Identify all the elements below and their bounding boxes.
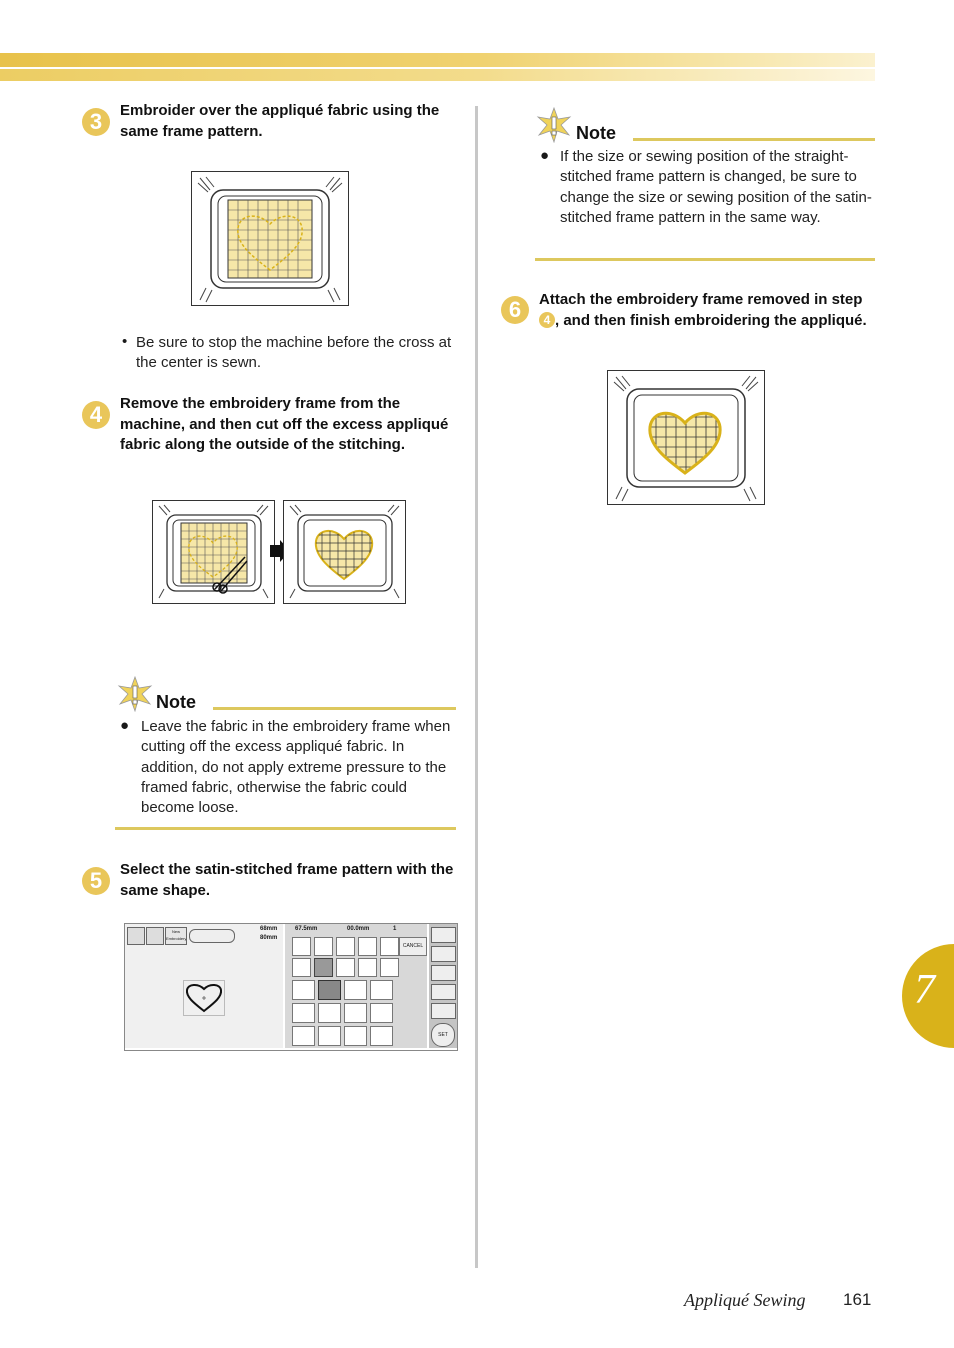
heart-pattern-button[interactable]	[370, 980, 393, 1000]
step-3-bullet-text: Be sure to stop the machine before the cross at the center is sewn.	[136, 334, 452, 372]
shape-diamond-button[interactable]	[336, 937, 355, 956]
header-stripe-top	[0, 53, 875, 67]
note-1-header-rule	[213, 707, 456, 710]
screen-heart-rows	[292, 980, 393, 1046]
screen-shape-row-1	[292, 937, 399, 956]
heart-pattern-button-selected[interactable]	[318, 980, 341, 1000]
heart-pattern-button[interactable]	[344, 980, 367, 1000]
heart-pattern-button[interactable]	[318, 1026, 341, 1046]
screen-side-button[interactable]	[431, 984, 456, 1000]
step-5-number: 5	[82, 867, 110, 895]
note-1-bullet: ●	[120, 717, 130, 734]
note-1-text: Leave the fabric in the embroidery frame when cutting off the excess appliqué fabric. In addition, do not apply extreme pressure to the framed fabric, otherwise the fabric could become loose.	[141, 718, 451, 817]
step-5-title: Select the satin-stitched frame pattern with the same shape.	[120, 861, 454, 899]
header-stripe-bottom	[0, 69, 875, 81]
note-2-footer-rule	[535, 258, 875, 261]
shape-tall-button[interactable]	[380, 958, 399, 977]
screen-icon-button[interactable]	[127, 927, 145, 945]
column-divider	[475, 106, 478, 1268]
note-1-footer-rule	[115, 827, 456, 830]
screen-size-height: 80mm	[260, 935, 278, 941]
shape-heart-button-selected[interactable]	[314, 958, 333, 977]
figure-frame-embroider	[191, 171, 349, 306]
set-button[interactable]: SET	[431, 1023, 455, 1047]
screen-side-button[interactable]	[431, 927, 456, 943]
heart-pattern-button[interactable]	[318, 1003, 341, 1023]
screen-icon-button[interactable]	[146, 927, 164, 945]
heart-pattern-button[interactable]	[292, 980, 315, 1000]
step-6-number: 6	[501, 296, 529, 324]
cancel-button[interactable]: CANCEL	[399, 937, 427, 956]
screen-side-button[interactable]	[431, 965, 456, 981]
shape-square-button[interactable]	[314, 937, 333, 956]
screen-pattern-preview	[183, 980, 225, 1016]
new-embroidery-button[interactable]: New Embroidery	[165, 927, 187, 945]
shape-badge-button[interactable]	[358, 958, 377, 977]
shape-circle-button[interactable]	[292, 937, 311, 956]
note-1-label: Note	[156, 692, 196, 712]
machine-screen	[124, 923, 458, 1051]
screen-count-value: 1	[393, 926, 397, 932]
shape-round-button[interactable]	[336, 958, 355, 977]
step-3-number: 3	[82, 108, 110, 136]
screen-shape-row-2	[292, 958, 399, 977]
step-4-title: Remove the embroidery frame from the machine, and then cut off the excess appliqué fabric along the outside of the stitching.	[120, 395, 449, 453]
chapter-number: 7	[914, 967, 935, 1013]
shape-shield-button[interactable]	[292, 958, 311, 977]
heart-pattern-button[interactable]	[344, 1003, 367, 1023]
figure-frame-finished	[607, 370, 765, 505]
screen-size-width: 68mm	[260, 926, 278, 932]
screen-side-button[interactable]	[431, 946, 456, 962]
heart-pattern-button[interactable]	[370, 1003, 393, 1023]
step-6-title	[539, 290, 884, 331]
step-6-title-after: , and then finish embroidering the appliqué.	[555, 311, 867, 329]
heart-pattern-button[interactable]	[292, 1003, 315, 1023]
screen-spacing-value: 00.0mm	[347, 926, 370, 932]
step-3-title: Embroider over the appliqué fabric using the same frame pattern.	[120, 102, 440, 140]
heart-pattern-button[interactable]	[370, 1026, 393, 1046]
shape-rectangle-button[interactable]	[380, 937, 399, 956]
screen-size-value: 67.5mm	[295, 926, 318, 932]
note-2-text: If the size or sewing position of the straight-stitched frame pattern is changed, be sure to change the size or sewing position of the satin-stitched frame pattern in the same way.	[560, 148, 872, 226]
note-2-label: Note	[576, 123, 616, 143]
heart-pattern-button[interactable]	[292, 1026, 315, 1046]
page-number: 161	[843, 1290, 872, 1309]
note-2-header-rule	[633, 138, 875, 141]
note-icon	[535, 107, 573, 143]
screen-side-button[interactable]	[431, 1003, 456, 1019]
chapter-tab	[902, 944, 954, 1048]
step-6-title-before: Attach the embroidery frame removed in step	[539, 291, 863, 308]
note-icon	[116, 676, 154, 712]
step-3-bullet: •	[122, 333, 128, 350]
figure-frame-cut	[152, 500, 275, 604]
heart-pattern-button[interactable]	[344, 1026, 367, 1046]
step-6-ref-number: 4	[539, 312, 555, 328]
screen-frame-indicator	[189, 929, 235, 943]
step-4-number: 4	[82, 401, 110, 429]
shape-oval-button[interactable]	[358, 937, 377, 956]
figure-frame-trimmed	[283, 500, 406, 604]
note-2-bullet: ●	[540, 147, 550, 164]
footer-section-title: Appliqué Sewing	[684, 1290, 806, 1310]
